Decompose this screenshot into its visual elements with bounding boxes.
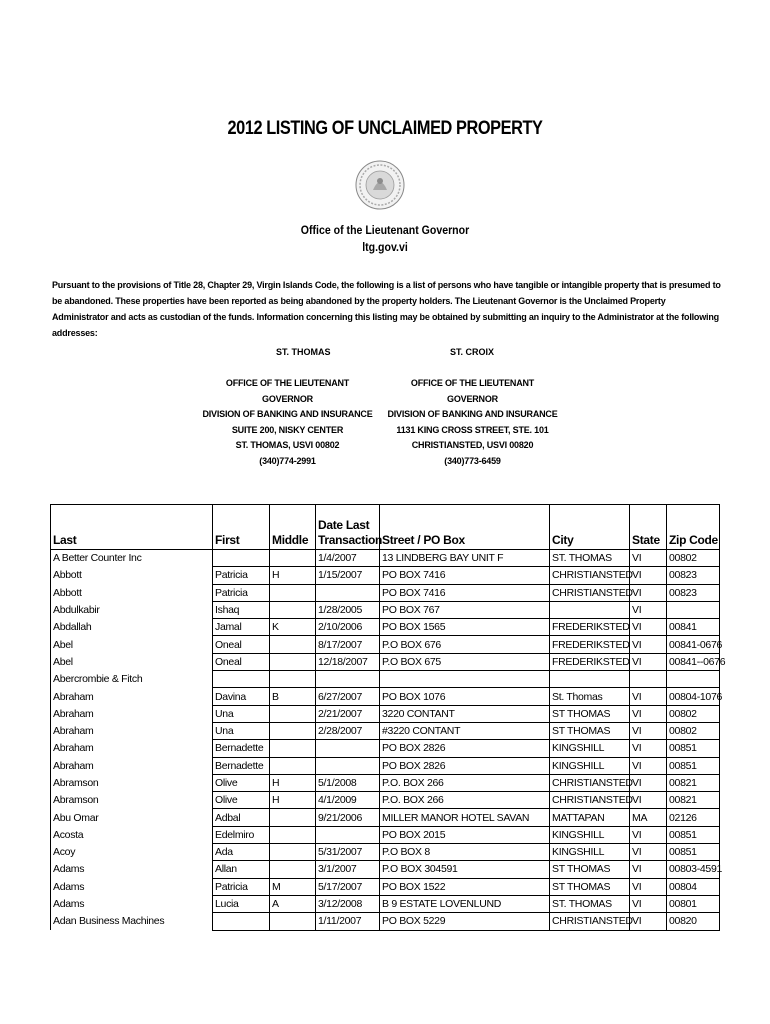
header-street: Street / PO Box — [380, 505, 550, 550]
cell-date: 9/21/2006 — [316, 809, 380, 826]
cell-last: Abramson — [51, 792, 213, 809]
cell-zip: 00823 — [667, 584, 720, 601]
cell-street: PO BOX 1565 — [380, 619, 550, 636]
cell-zip: 00801 — [667, 895, 720, 912]
cell-state: VI — [630, 619, 667, 636]
table-row — [51, 809, 720, 826]
header-city: City — [550, 505, 630, 550]
cell-state: VI — [630, 792, 667, 809]
cell-middle: H — [270, 792, 316, 809]
cell-middle — [270, 601, 316, 618]
cell-zip: 00821 — [667, 774, 720, 791]
cell-date: 3/12/2008 — [316, 895, 380, 912]
header-date-bottom: Transaction — [318, 533, 383, 547]
unclaimed-property-table — [50, 504, 726, 931]
cell-date: 1/15/2007 — [316, 567, 380, 584]
cell-state: MA — [630, 809, 667, 826]
cell-zip: 00803-4591 — [667, 861, 720, 878]
cell-state: VI — [630, 844, 667, 861]
table-row — [51, 792, 720, 809]
cell-city: ST. THOMAS — [550, 895, 630, 912]
cell-state: VI — [630, 688, 667, 705]
cell-date: 5/17/2007 — [316, 878, 380, 895]
cell-first: Bernadette — [213, 740, 270, 757]
cell-first — [213, 913, 270, 930]
cell-city — [550, 601, 630, 618]
st-croix-address — [385, 376, 560, 470]
cell-state: VI — [630, 705, 667, 722]
table-row — [51, 705, 720, 722]
table-row — [51, 636, 720, 653]
cell-date — [316, 671, 380, 688]
cell-last: Adams — [51, 861, 213, 878]
cell-city: KINGSHILL — [550, 740, 630, 757]
header-date — [316, 505, 383, 550]
address-line: 1131 KING CROSS STREET, STE. 101 — [396, 424, 549, 435]
cell-date: 2/28/2007 — [316, 722, 380, 739]
cell-date — [316, 740, 380, 757]
header-last: Last — [51, 505, 213, 550]
cell-state: VI — [630, 757, 667, 774]
cell-city: CHRISTIANSTED — [550, 567, 630, 584]
cell-last: Adams — [51, 878, 213, 895]
cell-date: 8/17/2007 — [316, 636, 380, 653]
cell-street: PO BOX 2826 — [380, 740, 550, 757]
cell-zip: 00851 — [667, 740, 720, 757]
cell-state: VI — [630, 861, 667, 878]
table-row — [51, 722, 720, 739]
cell-street: P.O. BOX 266 — [380, 774, 550, 791]
cell-last: Abraham — [51, 722, 213, 739]
cell-middle — [270, 826, 316, 843]
office-website: ltg.gov.vi — [362, 240, 408, 254]
cell-first: Olive — [213, 774, 270, 791]
address-line: CHRISTIANSTED, USVI 00820 — [411, 440, 534, 451]
table-row — [51, 844, 720, 861]
table-row — [51, 826, 720, 843]
cell-street: PO BOX 2826 — [380, 757, 550, 774]
cell-first: Patricia — [213, 584, 270, 601]
cell-first: Allan — [213, 861, 270, 878]
table-header-row — [51, 505, 720, 550]
cell-city: CHRISTIANSTED — [550, 913, 630, 930]
cell-last: Adams — [51, 895, 213, 912]
table-row — [51, 688, 720, 705]
address-line: ST. THOMAS, USVI 00802 — [235, 440, 340, 451]
table-row — [51, 878, 720, 895]
st-thomas-heading: ST. THOMAS — [276, 347, 331, 357]
cell-zip: 00804 — [667, 878, 720, 895]
cell-last: Acosta — [51, 826, 213, 843]
cell-city: St. Thomas — [550, 688, 630, 705]
address-line: DIVISION OF BANKING AND INSURANCE — [202, 409, 373, 420]
cell-zip: 00841--0676 — [667, 653, 720, 670]
cell-city: KINGSHILL — [550, 757, 630, 774]
cell-first: Una — [213, 722, 270, 739]
intro-paragraph: Pursuant to the provisions of Title 28, Chapter 29, Virgin Islands Code, the following is a list of persons who have tangible or intangible property that is presumed to be abandoned. These properties have been reported as being abandoned by the property holders. The Lieutenant Governor is the Unclaimed Property Administrator and acts as custodian of the funds. Information concerning this listing may be obtained by submitting an inquiry to the Administrator at the following addresses: — [52, 280, 721, 338]
cell-date: 3/1/2007 — [316, 861, 380, 878]
cell-city — [550, 671, 630, 688]
header-zip: Zip Code — [667, 505, 720, 550]
cell-street: MILLER MANOR HOTEL SAVAN — [380, 809, 550, 826]
cell-middle: H — [270, 774, 316, 791]
cell-middle — [270, 740, 316, 757]
cell-date: 1/4/2007 — [316, 550, 380, 567]
cell-zip — [667, 601, 720, 618]
cell-street: PO BOX 1522 — [380, 878, 550, 895]
cell-city: CHRISTIANSTED — [550, 792, 630, 809]
table-row — [51, 653, 720, 670]
cell-city: FREDERIKSTED — [550, 636, 630, 653]
cell-date: 1/11/2007 — [316, 913, 380, 930]
cell-street: P.O BOX 675 — [380, 653, 550, 670]
cell-date: 5/1/2008 — [316, 774, 380, 791]
cell-state: VI — [630, 567, 667, 584]
cell-middle — [270, 636, 316, 653]
header-first: First — [213, 505, 270, 550]
cell-last: Adan Business Machines — [51, 913, 213, 930]
cell-middle — [270, 844, 316, 861]
cell-first: Bernadette — [213, 757, 270, 774]
cell-street: B 9 ESTATE LOVENLUND — [380, 895, 550, 912]
cell-street: #3220 CONTANT — [380, 722, 550, 739]
cell-last: Abercrombie & Fitch — [51, 671, 213, 688]
cell-middle — [270, 722, 316, 739]
cell-date: 2/10/2006 — [316, 619, 380, 636]
st-thomas-address — [200, 376, 375, 470]
table-row — [51, 913, 720, 930]
cell-state: VI — [630, 895, 667, 912]
header-date-top: Date Last — [318, 518, 370, 532]
cell-street: 13 LINDBERG BAY UNIT F — [380, 550, 550, 567]
cell-middle — [270, 705, 316, 722]
cell-date: 5/31/2007 — [316, 844, 380, 861]
cell-middle — [270, 757, 316, 774]
cell-city: FREDERIKSTED — [550, 619, 630, 636]
cell-last: Abdallah — [51, 619, 213, 636]
table-row — [51, 757, 720, 774]
cell-state: VI — [630, 601, 667, 618]
cell-last: Abraham — [51, 757, 213, 774]
table-row — [51, 671, 720, 688]
cell-street: PO BOX 7416 — [380, 584, 550, 601]
table-row — [51, 740, 720, 757]
address-line: OFFICE OF THE LIEUTENANT GOVERNOR — [410, 378, 535, 404]
cell-zip: 00841-0676 — [667, 636, 720, 653]
cell-city: MATTAPAN — [550, 809, 630, 826]
cell-last: Abraham — [51, 688, 213, 705]
cell-city: KINGSHILL — [550, 826, 630, 843]
cell-last: Abraham — [51, 705, 213, 722]
cell-zip — [667, 671, 720, 688]
cell-date — [316, 757, 380, 774]
cell-zip: 00841 — [667, 619, 720, 636]
cell-city: KINGSHILL — [550, 844, 630, 861]
cell-last: A Better Counter Inc — [51, 550, 213, 567]
page-title: 2012 LISTING OF UNCLAIMED PROPERTY — [227, 118, 543, 139]
cell-city: ST THOMAS — [550, 878, 630, 895]
cell-street: P.O BOX 304591 — [380, 861, 550, 878]
cell-middle — [270, 809, 316, 826]
cell-last: Abbott — [51, 567, 213, 584]
cell-first: Ada — [213, 844, 270, 861]
cell-middle — [270, 584, 316, 601]
address-line: SUITE 200, NISKY CENTER — [231, 424, 344, 435]
cell-first: Oneal — [213, 636, 270, 653]
header-middle: Middle — [270, 505, 316, 550]
table-row — [51, 601, 720, 618]
cell-street: PO BOX 2015 — [380, 826, 550, 843]
cell-state: VI — [630, 584, 667, 601]
cell-last: Abu Omar — [51, 809, 213, 826]
cell-last: Abel — [51, 653, 213, 670]
cell-date — [316, 584, 380, 601]
address-line: OFFICE OF THE LIEUTENANT GOVERNOR — [225, 378, 350, 404]
cell-street: P.O BOX 8 — [380, 844, 550, 861]
cell-date: 12/18/2007 — [316, 653, 380, 670]
table-row — [51, 774, 720, 791]
cell-middle — [270, 861, 316, 878]
cell-state: VI — [630, 826, 667, 843]
table-row — [51, 567, 720, 584]
cell-middle — [270, 653, 316, 670]
st-croix-heading: ST. CROIX — [450, 347, 495, 357]
table-row — [51, 861, 720, 878]
cell-street: PO BOX 5229 — [380, 913, 550, 930]
cell-zip: 00804-1076 — [667, 688, 720, 705]
cell-city: ST. THOMAS — [550, 550, 630, 567]
cell-last: Abramson — [51, 774, 213, 791]
cell-city: CHRISTIANSTED — [550, 584, 630, 601]
cell-middle — [270, 671, 316, 688]
cell-date — [316, 826, 380, 843]
cell-last: Abdulkabir — [51, 601, 213, 618]
cell-state: VI — [630, 636, 667, 653]
cell-city: CHRISTIANSTED — [550, 774, 630, 791]
cell-zip: 00820 — [667, 913, 720, 930]
cell-middle: A — [270, 895, 316, 912]
cell-street — [380, 671, 550, 688]
cell-first: Patricia — [213, 567, 270, 584]
office-name: Office of the Lieutenant Governor — [300, 223, 470, 237]
address-phone: (340)774-2991 — [259, 455, 316, 466]
cell-street: PO BOX 1076 — [380, 688, 550, 705]
cell-city: ST THOMAS — [550, 861, 630, 878]
cell-last: Abraham — [51, 740, 213, 757]
cell-zip: 00802 — [667, 722, 720, 739]
cell-state — [630, 671, 667, 688]
cell-date: 2/21/2007 — [316, 705, 380, 722]
cell-first: Olive — [213, 792, 270, 809]
cell-date: 6/27/2007 — [316, 688, 380, 705]
cell-first: Una — [213, 705, 270, 722]
cell-first: Davina — [213, 688, 270, 705]
cell-street: PO BOX 767 — [380, 601, 550, 618]
cell-state: VI — [630, 550, 667, 567]
cell-middle: K — [270, 619, 316, 636]
cell-first: Edelmiro — [213, 826, 270, 843]
cell-middle — [270, 550, 316, 567]
cell-street: PO BOX 7416 — [380, 567, 550, 584]
cell-zip: 00851 — [667, 844, 720, 861]
cell-zip: 00851 — [667, 757, 720, 774]
cell-street: P.O BOX 676 — [380, 636, 550, 653]
table-row — [51, 584, 720, 601]
cell-state: VI — [630, 774, 667, 791]
cell-middle: H — [270, 567, 316, 584]
cell-date: 1/28/2005 — [316, 601, 380, 618]
cell-first: Lucia — [213, 895, 270, 912]
table-row — [51, 895, 720, 912]
table-row — [51, 550, 720, 567]
cell-state: VI — [630, 740, 667, 757]
office-header — [0, 222, 770, 256]
cell-city: FREDERIKSTED — [550, 653, 630, 670]
cell-middle: B — [270, 688, 316, 705]
cell-last: Abel — [51, 636, 213, 653]
address-line: DIVISION OF BANKING AND INSURANCE — [387, 409, 558, 420]
table-row — [51, 619, 720, 636]
cell-zip: 00802 — [667, 550, 720, 567]
cell-street: 3220 CONTANT — [380, 705, 550, 722]
cell-zip: 00851 — [667, 826, 720, 843]
cell-last: Abbott — [51, 584, 213, 601]
cell-first — [213, 671, 270, 688]
cell-zip: 00802 — [667, 705, 720, 722]
cell-date: 4/1/2009 — [316, 792, 380, 809]
cell-city: ST THOMAS — [550, 722, 630, 739]
cell-city: ST THOMAS — [550, 705, 630, 722]
cell-middle: M — [270, 878, 316, 895]
header-state: State — [630, 505, 667, 550]
cell-zip: 02126 — [667, 809, 720, 826]
cell-first: Oneal — [213, 653, 270, 670]
government-seal-icon — [355, 160, 405, 210]
cell-state: VI — [630, 653, 667, 670]
cell-first: Patricia — [213, 878, 270, 895]
cell-first: Ishaq — [213, 601, 270, 618]
address-phone: (340)773-6459 — [444, 455, 501, 466]
cell-zip: 00821 — [667, 792, 720, 809]
cell-state: VI — [630, 878, 667, 895]
cell-first: Jamal — [213, 619, 270, 636]
cell-first: Adbal — [213, 809, 270, 826]
cell-street: P.O. BOX 266 — [380, 792, 550, 809]
cell-last: Acoy — [51, 844, 213, 861]
cell-zip: 00823 — [667, 567, 720, 584]
cell-state: VI — [630, 913, 667, 930]
cell-middle — [270, 913, 316, 930]
cell-first — [213, 550, 270, 567]
cell-state: VI — [630, 722, 667, 739]
